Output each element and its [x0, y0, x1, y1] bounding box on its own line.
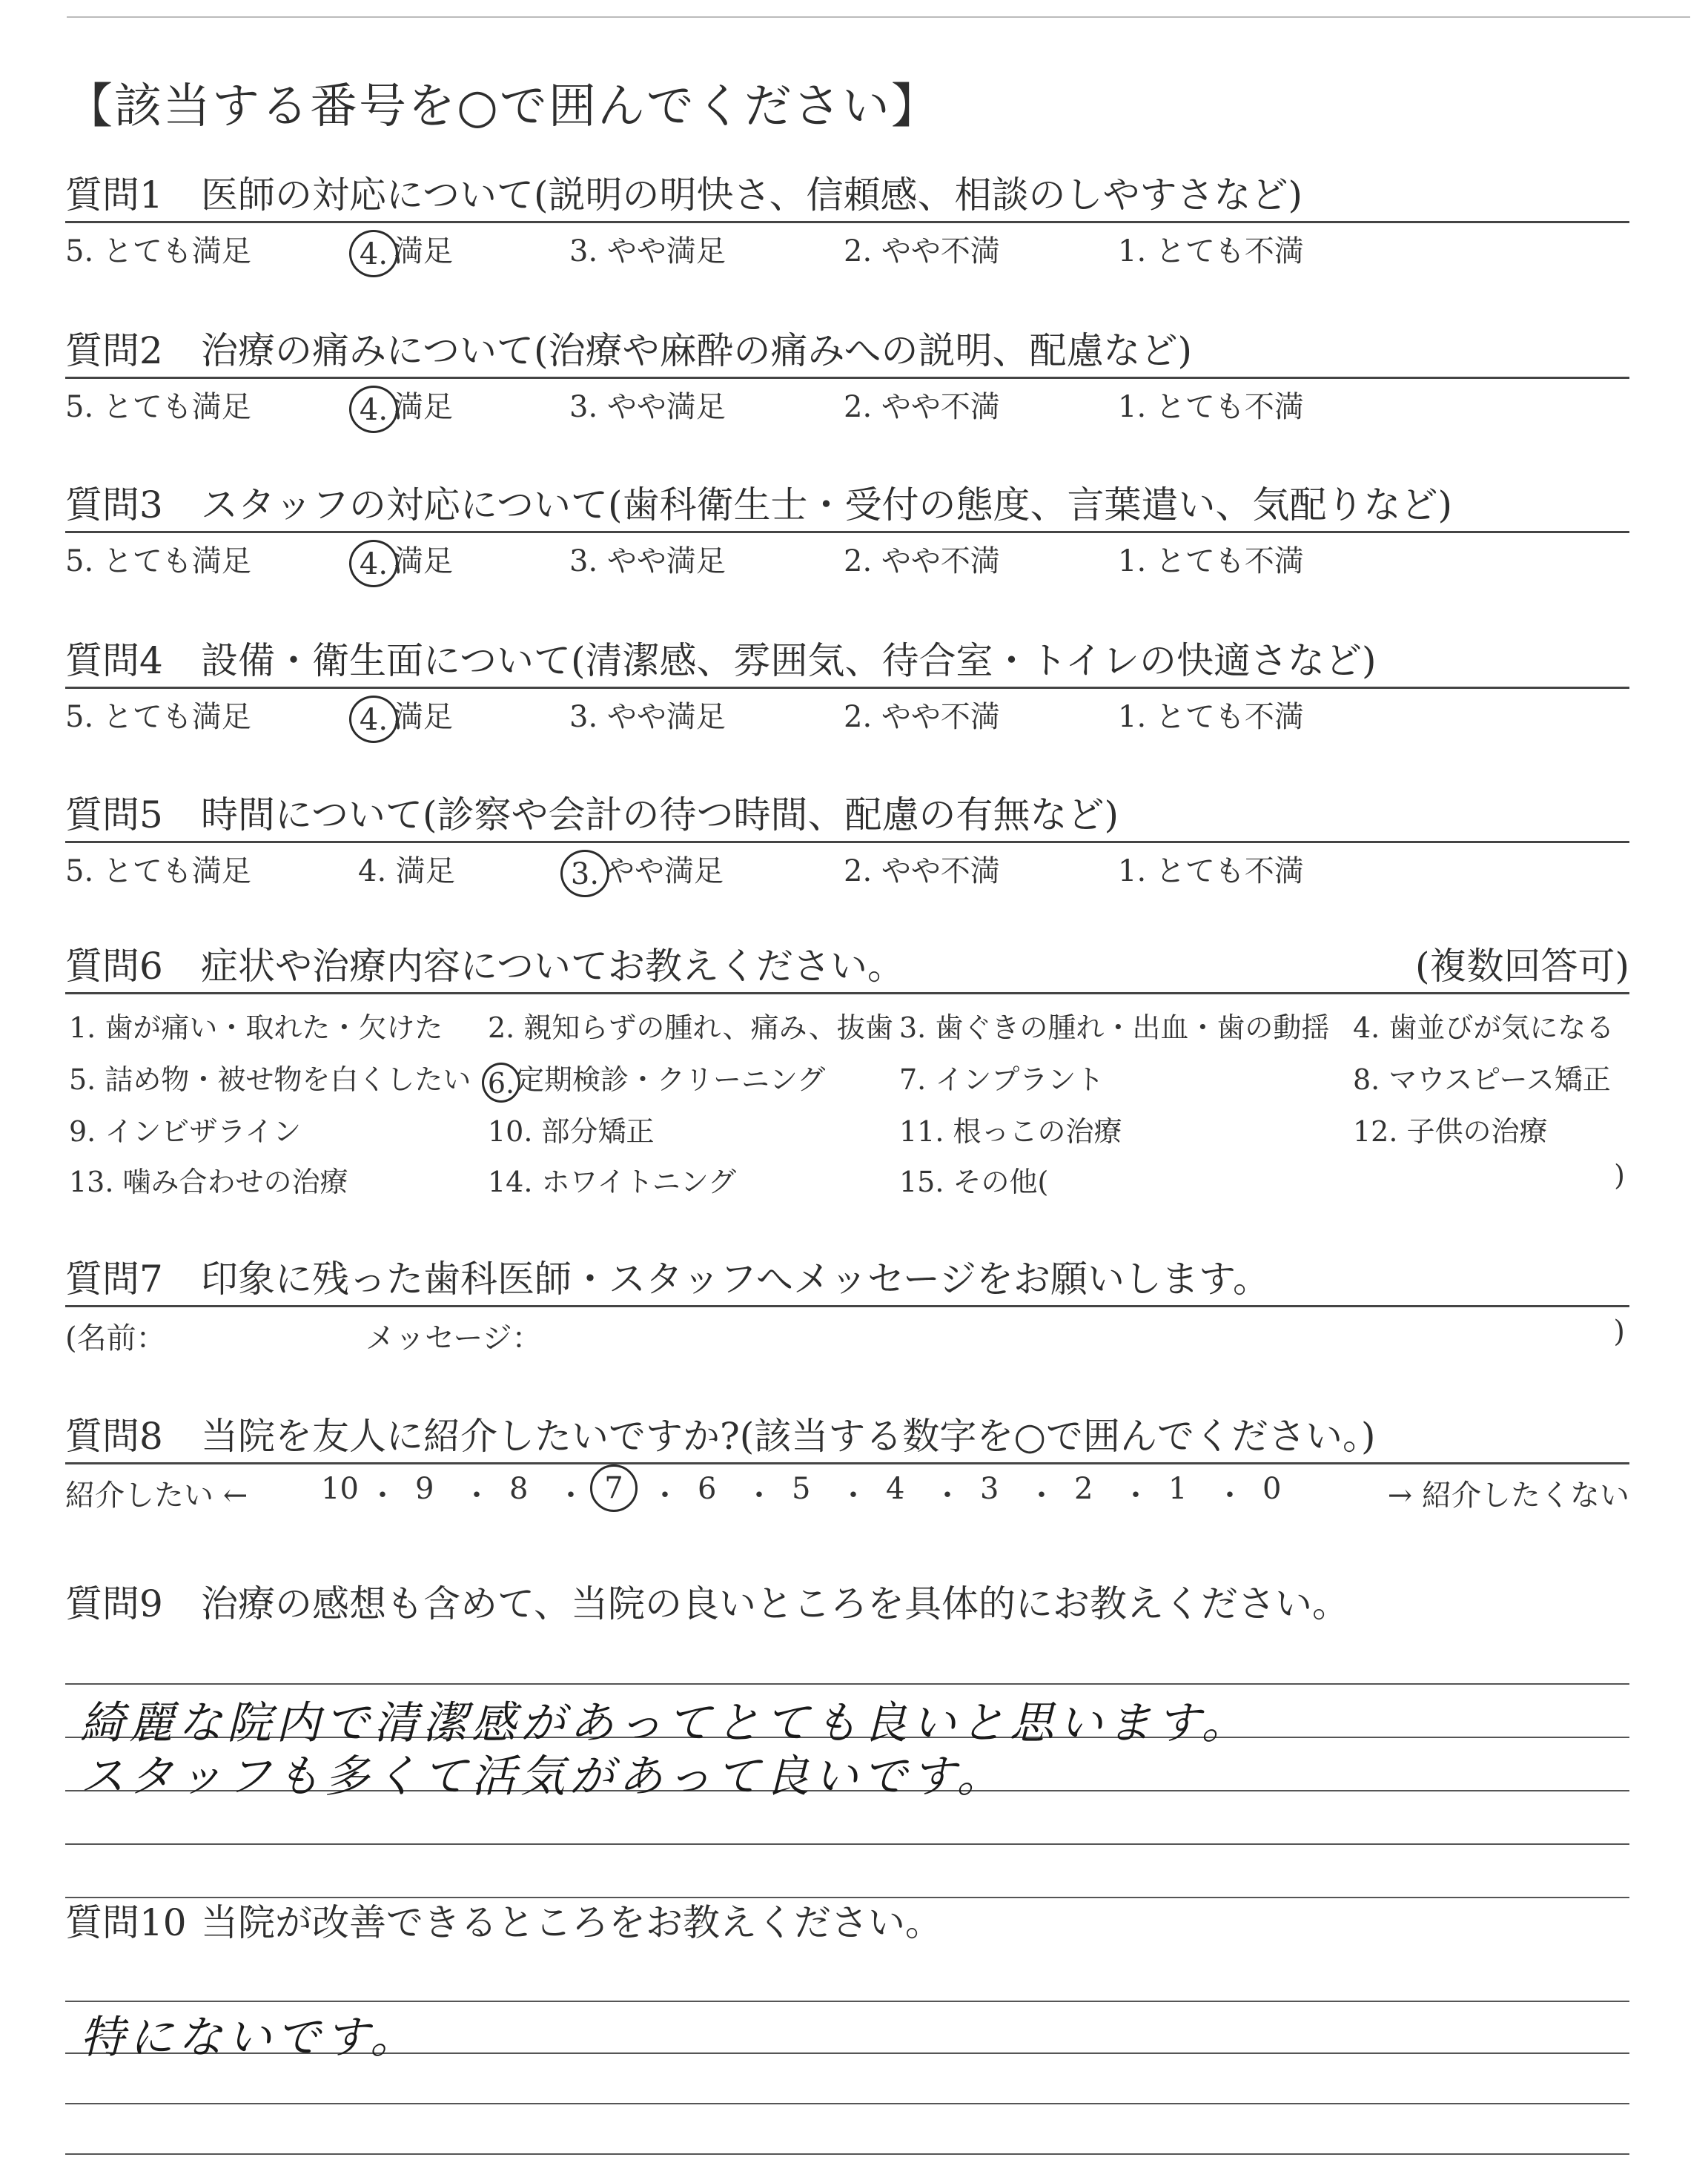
writing-line [65, 1683, 1629, 1685]
symptom-options [65, 994, 1629, 1209]
question-header [65, 479, 1629, 531]
rating-option[interactable]: 5. とても満足 [65, 544, 251, 578]
recommend-value[interactable]: 8 [509, 1472, 529, 1506]
recommend-value[interactable]: 3 [980, 1472, 999, 1506]
question-9 [65, 1578, 1629, 1897]
rating-option-label: やや満足 [605, 854, 724, 888]
rating-option[interactable]: 3. やや満足 [569, 234, 726, 268]
handwritten-answer: 特にないです。 [80, 2012, 420, 2064]
rating-option-label: 満足 [394, 234, 453, 268]
top-border [67, 16, 1690, 18]
scale-separator: ・ [1027, 1479, 1056, 1513]
question-number: 質問6 [65, 945, 163, 988]
writing-line [65, 2103, 1629, 2104]
recommend-value[interactable]: 4 [886, 1472, 905, 1506]
writing-line [65, 1843, 1629, 1845]
multiple-answers-note: (複数回答可) [1414, 945, 1629, 988]
question-10 [65, 1897, 1629, 2156]
selected-circle-mark: 4. [349, 230, 398, 277]
page-title: 【該当する番号を○で囲んでください】 [65, 79, 940, 134]
question-1 [65, 169, 1629, 275]
rating-option[interactable]: 2. やや不満 [844, 390, 1000, 424]
question-text: 当院が改善できるところをお教えください。 [201, 1901, 942, 1944]
recommend-value[interactable]: 10 [321, 1472, 359, 1506]
rating-option[interactable] [358, 538, 453, 587]
symptom-option[interactable]: 12. 子供の治療 [1353, 1115, 1548, 1148]
scale-separator: ・ [838, 1479, 868, 1513]
question-4 [65, 635, 1629, 741]
selected-circle-mark: 4. [349, 386, 398, 433]
rating-option[interactable]: 1. とても不満 [1118, 390, 1304, 424]
rating-option[interactable]: 1. とても不満 [1118, 700, 1304, 734]
rating-option[interactable]: 5. とても満足 [65, 700, 251, 734]
selected-circle-mark: 6. [482, 1063, 520, 1103]
symptom-option[interactable]: 14. ホワイトニング [488, 1166, 737, 1198]
question-number: 質問8 [65, 1415, 163, 1458]
recommend-value[interactable]: 9 [415, 1472, 434, 1506]
handwritten-answer: 綺麗な院内で清潔感があってとても良いと思います。 [80, 1697, 1251, 1749]
message-row [65, 1307, 1629, 1356]
selected-circle-mark[interactable]: 7 [590, 1464, 638, 1512]
question-header [65, 789, 1629, 841]
question-number: 質問7 [65, 1258, 163, 1301]
question-7-header [65, 1253, 1629, 1305]
rating-option[interactable] [569, 848, 724, 897]
symptom-option[interactable]: 9. インビザライン [69, 1115, 302, 1148]
question-2 [65, 325, 1629, 431]
recommend-value[interactable]: 5 [792, 1472, 811, 1506]
rating-option[interactable]: 2. やや不満 [844, 700, 1000, 734]
question-number: 質問5 [65, 793, 163, 836]
symptom-option[interactable]: 7. インプラント [899, 1063, 1105, 1096]
question-number: 質問10 [65, 1901, 187, 1944]
selected-circle-mark: 4. [349, 696, 398, 743]
rating-option[interactable] [358, 228, 453, 277]
question-number: 質問1 [65, 174, 163, 217]
symptom-option-label: 定期検診・クリーニング [516, 1063, 826, 1096]
rating-option[interactable]: 2. やや不満 [844, 234, 1000, 268]
writing-line [65, 2153, 1629, 2155]
rating-option[interactable]: 3. やや満足 [569, 390, 726, 424]
symptom-option[interactable]: 10. 部分矯正 [488, 1115, 655, 1148]
question-text: 症状や治療内容についてお教えください。 [201, 945, 904, 988]
question-8 [65, 1410, 1629, 1516]
rating-options [65, 379, 1629, 431]
question-header [65, 169, 1629, 221]
recommend-value[interactable]: 6 [698, 1472, 717, 1506]
symptom-option[interactable]: 4. 歯並びが気になる [1353, 1011, 1615, 1044]
symptom-option[interactable]: 13. 噛み合わせの治療 [69, 1166, 348, 1198]
question-number: 質問2 [65, 329, 163, 372]
scale-separator: ・ [1215, 1479, 1245, 1513]
rating-option[interactable] [358, 383, 453, 433]
rating-option[interactable] [358, 693, 453, 743]
scale-separator: ・ [1121, 1479, 1151, 1513]
rating-option[interactable]: 1. とても不満 [1118, 234, 1304, 268]
rating-options [65, 223, 1629, 275]
question-text: 治療の痛みについて(治療や麻酔の痛みへの説明、配慮など) [201, 329, 1193, 372]
selected-circle-mark: 3. [560, 850, 609, 897]
rating-option[interactable]: 3. やや満足 [569, 700, 726, 734]
rating-option[interactable]: 1. とても不満 [1118, 544, 1304, 578]
rating-option-label: 満足 [394, 544, 453, 578]
message-label: メッセージ： [365, 1321, 542, 1355]
question-number: 質問3 [65, 483, 163, 526]
selected-circle-mark: 4. [349, 540, 398, 587]
question-text: 当院を友人に紹介したいですか?(該当する数字を○で囲んでください。) [201, 1415, 1376, 1458]
symptom-option[interactable]: 5. 詰め物・被せ物を白くしたい [69, 1063, 471, 1096]
rating-option[interactable]: 2. やや不満 [844, 544, 1000, 578]
recommend-value[interactable]: 2 [1074, 1472, 1093, 1506]
scale-separator: ・ [462, 1479, 491, 1513]
symptom-option[interactable]: 8. マウスピース矯正 [1353, 1063, 1611, 1096]
scale-separator: ・ [933, 1479, 962, 1513]
scale-separator: ・ [744, 1479, 774, 1513]
question-header [65, 635, 1629, 687]
question-number: 質問9 [65, 1582, 163, 1625]
question-text: 設備・衛生面について(清潔感、雰囲気、待合室・トイレの快適さなど) [201, 639, 1377, 682]
rating-option[interactable]: 5. とても満足 [65, 390, 251, 424]
question-6 [65, 940, 1629, 1209]
rating-option[interactable]: 2. やや不満 [844, 854, 1000, 888]
name-label: (名前： [65, 1321, 166, 1355]
question-3 [65, 479, 1629, 585]
question-8-header [65, 1410, 1629, 1462]
scale-separator: ・ [556, 1479, 586, 1513]
question-9-header [65, 1578, 1629, 1630]
symptom-option[interactable]: 1. 歯が痛い・取れた・欠けた [69, 1011, 443, 1044]
close-paren: ) [1613, 1315, 1625, 1349]
symptom-option[interactable]: 3. 歯ぐきの腫れ・出血・歯の動揺 [899, 1011, 1330, 1044]
symptom-option[interactable]: 15. その他( [899, 1166, 1049, 1198]
question-text: スタッフの対応について(歯科衛生士・受付の態度、言葉遣い、気配りなど) [201, 483, 1453, 526]
rating-option[interactable]: 5. とても満足 [65, 234, 251, 268]
symptom-option[interactable] [488, 1057, 825, 1103]
rating-option[interactable]: 3. やや満足 [569, 544, 726, 578]
rating-options [65, 689, 1629, 741]
question-number: 質問4 [65, 639, 163, 682]
answer-lines [65, 1949, 1629, 2156]
symptom-option[interactable]: 2. 親知らずの腫れ、痛み、抜歯 [488, 1011, 893, 1044]
question-header [65, 325, 1629, 377]
question-5 [65, 789, 1629, 895]
question-text: 医師の対応について(説明の明快さ、信頼感、相談のしやすさなど) [201, 174, 1303, 217]
scale-separator: ・ [368, 1479, 397, 1513]
question-10-header [65, 1897, 1629, 1949]
symptom-option[interactable]: 11. 根っこの治療 [899, 1115, 1122, 1148]
recommend-right-label: → 紹介したくない [1387, 1479, 1629, 1513]
rating-options [65, 533, 1629, 585]
rating-option[interactable]: 5. とても満足 [65, 854, 251, 888]
rating-option[interactable]: 1. とても不満 [1118, 854, 1304, 888]
rating-options [65, 843, 1629, 895]
rating-option-label: 満足 [394, 390, 453, 424]
handwritten-answer: スタッフも多くて活気があって良いです。 [80, 1751, 1006, 1803]
question-text: 時間について(診察や会計の待つ時間、配慮の有無など) [201, 793, 1119, 836]
question-6-header [65, 940, 1629, 992]
scale-separator: ・ [650, 1479, 680, 1513]
question-text: 治療の感想も含めて、当院の良いところを具体的にお教えください。 [201, 1582, 1349, 1625]
recommend-value[interactable]: 0 [1262, 1472, 1282, 1506]
question-7 [65, 1253, 1629, 1356]
recommend-scale [65, 1464, 1629, 1516]
recommend-value[interactable]: 1 [1168, 1472, 1188, 1506]
rating-option[interactable]: 4. 満足 [358, 854, 455, 888]
recommend-left-label: 紹介したい ← [65, 1479, 248, 1513]
rating-option-label: 満足 [394, 700, 453, 734]
other-close-paren: ) [1614, 1159, 1625, 1192]
question-text: 印象に残った歯科医師・スタッフへメッセージをお願いします。 [201, 1258, 1270, 1301]
answer-lines [65, 1630, 1629, 1897]
